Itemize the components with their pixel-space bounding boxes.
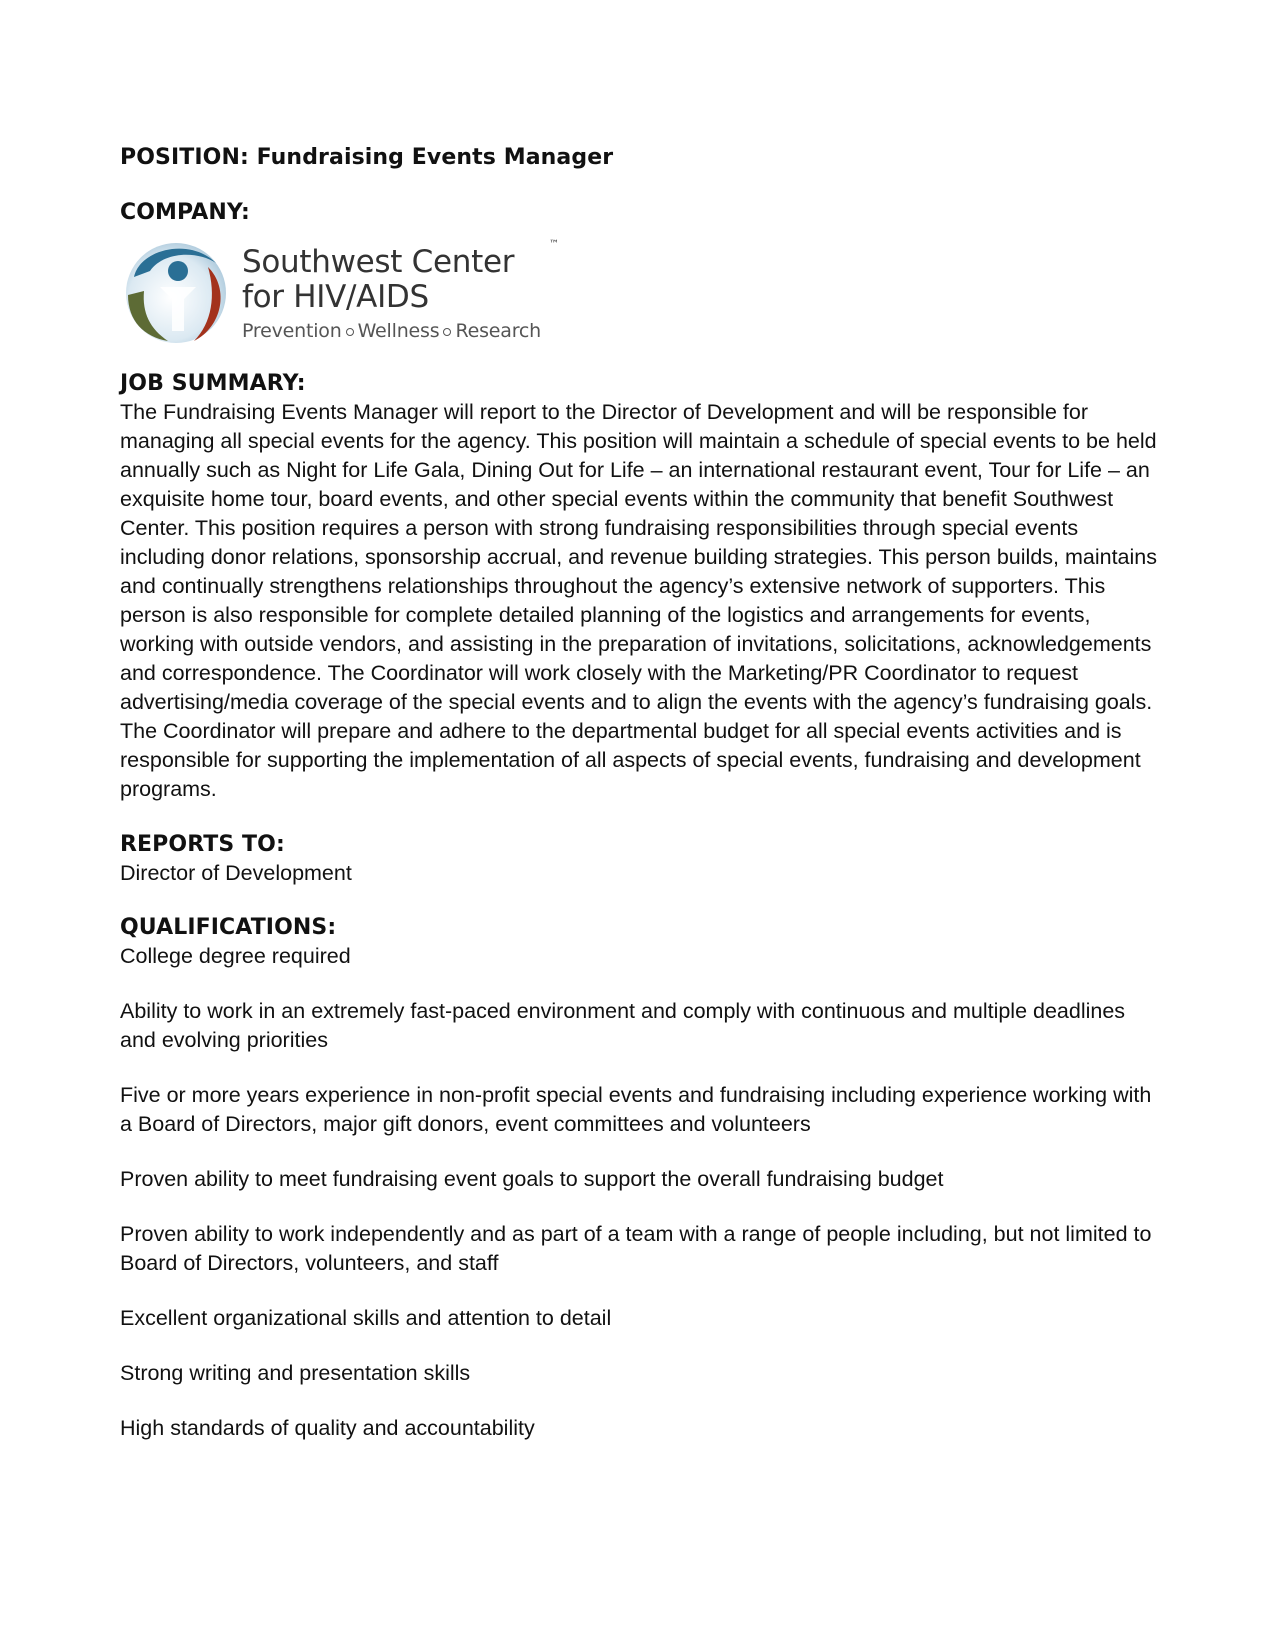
qualification-item: Proven ability to meet fundraising event goals to support the overall fundraising budget [120,1167,944,1191]
logo-tagline [242,318,541,344]
logo-name-line2: for HIV/AIDS [242,279,429,315]
southwest-center-logo-icon [120,237,232,349]
tagline-prevention: Prevention [242,320,342,342]
separator-dot-icon [346,328,354,336]
logo-text [242,237,559,344]
job-posting [120,143,1160,1469]
separator-dot-icon [443,328,451,336]
qualification-item: High standards of quality and accountability [120,1416,535,1440]
tagline-research: Research [455,320,541,342]
job-summary-text: The Fundraising Events Manager will report to the Director of Development and will be responsible for managing all special events for the agency. This position will maintain a schedule of special events to be held annually such as Night for Life Gala, Dining Out for Life – an international restaurant event, Tour for Life – an exquisite home tour, board events, and other special events within the community that benefit Southwest Center. This position requires a person with strong fundraising responsibilities through special events including donor relations, sponsorship accrual, and revenue building strategies. This person builds, maintains and continually strengthens relationships throughout the agency’s extensive network of supporters. This person is also responsible for complete detailed planning of the logistics and arrangements for events, working with outside vendors, and assisting in the preparation of invitations, solicitations, acknowledgements and correspondence. The Coordinator will work closely with the Marketing/PR Coordinator to request advertising/media coverage of the special events and to align the events with the agency’s fundraising goals. The Coordinator will prepare and adhere to the departmental budget for all special events activities and is responsible for supporting the implementation of all aspects of special events, fundraising and development programs. [120,400,1157,801]
qualifications-list [120,942,1160,1443]
qualification-item: Ability to work in an extremely fast-paced environment and comply with continuous and multiple deadlines and evolving priorities [120,999,1126,1052]
company-label: COMPANY: [120,200,250,225]
trademark-symbol: ™ [549,239,559,250]
qualification-item: Excellent organizational skills and attention to detail [120,1306,612,1330]
company-logo [120,237,1160,349]
qualification-item: Proven ability to work independently and as part of a team with a range of people including, but not limited to Board of Directors, volunteers, and staff [120,1222,1152,1275]
logo-name-line1: Southwest Center [242,244,515,280]
reports-to-label: REPORTS TO: [120,832,285,857]
position-heading [120,143,1160,172]
job-summary-label: JOB SUMMARY: [120,371,306,396]
position-title: Fundraising Events Manager [256,145,614,170]
qualification-item: College degree required [120,944,351,968]
qualification-item: Strong writing and presentation skills [120,1361,471,1385]
tagline-wellness: Wellness [357,320,440,342]
position-label: POSITION: [120,145,249,170]
reports-to-value: Director of Development [120,861,352,885]
qualification-item: Five or more years experience in non-profit special events and fundraising including experience working with a Board of Directors, major gift donors, event committees and volunteers [120,1083,1152,1136]
qualifications-label: QUALIFICATIONS: [120,915,337,940]
